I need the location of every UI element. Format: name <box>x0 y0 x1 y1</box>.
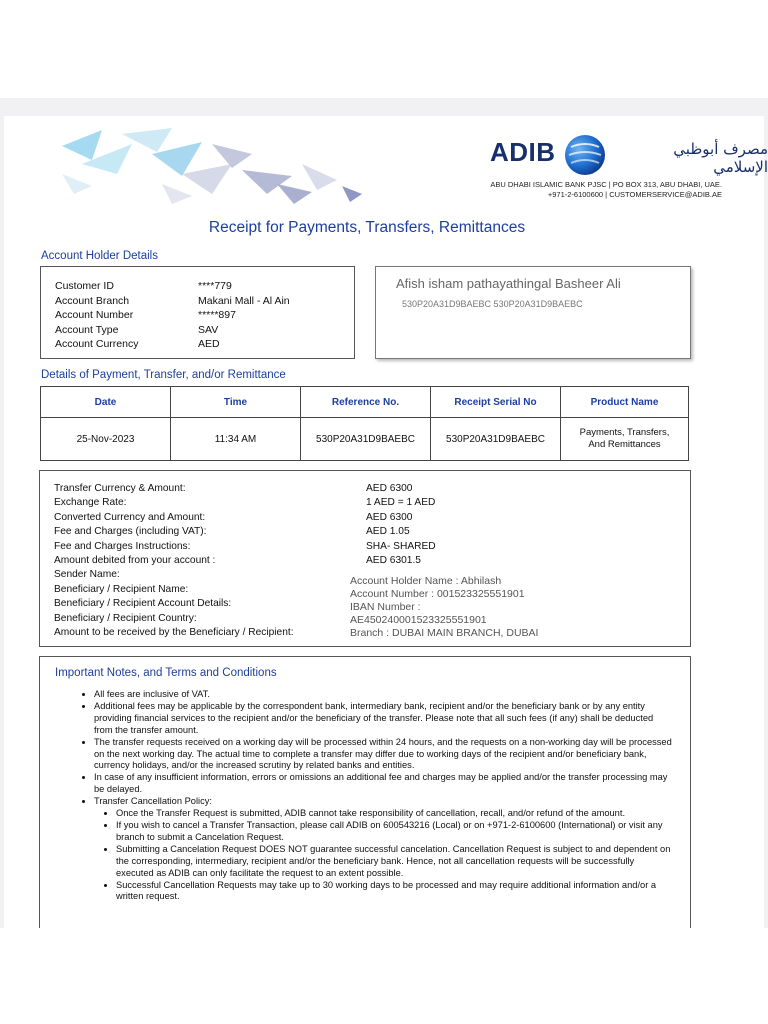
cell-receipt-serial: 530P20A31D9BAEBC <box>431 418 561 461</box>
arabic-bank-name: مصرف أبوظبي الإسلامي <box>673 140 768 176</box>
account-holder-rows <box>55 279 290 352</box>
page-bottom-margin <box>0 928 768 1024</box>
bank-address <box>490 180 722 200</box>
adib-globe-icon <box>563 133 607 177</box>
beneficiary-line: Account Holder Name : Abhilash <box>350 575 502 587</box>
transfer-label: Sender Name: <box>54 569 120 581</box>
account-row <box>55 337 290 352</box>
product-name-line-1: Payments, Transfers, <box>579 427 670 438</box>
notes-list <box>78 689 674 903</box>
transfer-label: Converted Currency and Amount: <box>54 511 206 523</box>
transfer-label: Amount debited from your account : <box>54 555 216 567</box>
account-row-label: Account Branch <box>55 294 130 307</box>
account-row-value: Makani Mall - Al Ain <box>198 294 290 307</box>
account-row-value: *****897 <box>198 309 236 321</box>
transfer-values <box>366 482 436 568</box>
cancellation-item: • Successful Cancellation Requests may take up to 30 working days to be processed and may require additional information and/or a written request. <box>116 880 674 904</box>
address-line-2: +971-2-6100600 | CUSTOMERSERVICE@ADIB.AE <box>547 190 722 199</box>
notes-title: Important Notes, and Terms and Conditions <box>55 667 277 679</box>
transfer-label: Transfer Currency & Amount: <box>54 483 186 494</box>
transfer-labels <box>54 482 294 640</box>
cell-date: 25-Nov-2023 <box>41 418 171 461</box>
account-holder-reference: 530P20A31D9BAEBC 530P20A31D9BAEBC <box>402 299 583 309</box>
transfer-value: AED 1.05 <box>366 526 410 538</box>
beneficiary-line: Account Number : 001523325551901 <box>350 588 525 600</box>
transfer-value: AED 6301.5 <box>366 555 421 567</box>
note-item: • In case of any insufficient information, errors or omissions an additional fee and charges may be applied and/or the transfer processing may be delayed. <box>94 772 674 796</box>
account-row <box>55 294 290 309</box>
transfer-label: Beneficiary / Recipient Account Details: <box>54 598 232 610</box>
beneficiary-line: IBAN Number : <box>350 601 421 613</box>
address-line-1: ABU DHABI ISLAMIC BANK PJSC | PO BOX 313, ABU DHABI, UAE. <box>490 180 722 189</box>
beneficiary-line: Branch : DUBAI MAIN BRANCH, DUBAI <box>350 627 539 639</box>
header-reference: Reference No. <box>301 387 431 418</box>
account-row-value: ****779 <box>198 280 232 292</box>
table-row <box>41 418 689 461</box>
transfer-value: 1 AED = 1 AED <box>366 497 436 509</box>
cancellation-item: • Submitting a Cancelation Request DOES NOT guarantee successful cancelation. Cancellation Request is subject to and dependent on the corresponding, intermediary, recipient and/or the beneficiary bank. Hence, not all cancellation requests will be successfully executed as ADIB can only facilitate the request to an extent possible. <box>116 844 674 880</box>
header-time: Time <box>171 387 301 418</box>
transfer-value: AED 6300 <box>366 483 413 494</box>
beneficiary-line: AE450240001523325551901 <box>350 614 487 626</box>
product-name-line-2: And Remittances <box>588 439 661 450</box>
header-product-name: Product Name <box>561 387 689 418</box>
transfer-value: AED 6300 <box>366 511 413 523</box>
cancellation-item: • Once the Transfer Request is submitted, ADIB cannot take responsibility of cancellation, recall, and/or refund of the amount. <box>116 808 674 820</box>
transfer-label: Fee and Charges Instructions: <box>54 540 191 552</box>
account-row-label: Account Type <box>55 323 119 336</box>
payment-details-section-title: Details of Payment, Transfer, and/or Remittance <box>41 369 286 381</box>
notes-box <box>39 656 691 931</box>
transfer-label: Beneficiary / Recipient Country: <box>54 612 197 624</box>
transfer-label: Exchange Rate: <box>54 497 127 509</box>
adib-logo-text: ADIB <box>490 137 556 167</box>
account-row-label: Customer ID <box>55 280 114 292</box>
transfer-details-box <box>39 470 691 647</box>
transfer-label: Beneficiary / Recipient Name: <box>54 583 189 595</box>
transfer-value: SHA- SHARED <box>366 540 436 552</box>
header-receipt-serial: Receipt Serial No <box>431 387 561 418</box>
note-item: • Transfer Cancellation Policy: <box>94 796 674 808</box>
account-holder-name: Afish isham pathayathingal Basheer Ali <box>396 276 621 291</box>
cell-reference: 530P20A31D9BAEBC <box>301 418 431 461</box>
beneficiary-details <box>350 575 538 640</box>
account-holder-box <box>40 266 355 359</box>
account-row-label: Account Number <box>55 309 134 321</box>
payment-details-table <box>40 386 689 461</box>
account-row-value: AED <box>198 338 220 350</box>
account-holder-name-box <box>375 266 691 359</box>
account-row-label: Account Currency <box>55 338 139 350</box>
account-row <box>55 308 290 323</box>
receipt-title: Receipt for Payments, Transfers, Remittances <box>208 219 526 236</box>
note-item: • The transfer requests received on a working day will be processed within 24 hours, and the requests on a non-working day will be processed on the next working day. The actual time to complete a transfer may differ due to working days of the recipient and/or beneficiary bank, currency holidays, and/or the increased scrutiny by related banks and entities. <box>94 737 674 773</box>
account-row <box>55 323 290 338</box>
cancellation-item: • If you wish to cancel a Transfer Transaction, please call ADIB on 600543216 (Local) or on +971-2-6100600 (International) or visit any branch to submit a Cancelation Request. <box>116 820 674 844</box>
transfer-label: Amount to be received by the Beneficiary / Recipient: <box>54 627 294 639</box>
decorative-banner-graphic <box>62 124 392 210</box>
account-row-value: SAV <box>198 323 219 336</box>
account-row <box>55 279 290 294</box>
cell-time: 11:34 AM <box>171 418 301 461</box>
account-holder-section-title: Account Holder Details <box>41 250 158 262</box>
note-item: • All fees are inclusive of VAT. <box>94 689 674 701</box>
transfer-label: Fee and Charges (including VAT): <box>54 526 207 538</box>
header-date: Date <box>41 387 171 418</box>
cell-product-name <box>561 418 689 461</box>
note-item: • Additional fees may be applicable by the correspondent bank, intermediary bank, recipient and/or the beneficiary bank or by any entity providing financial services to the recipient and/or the beneficiary of the transfer. Please note that all such fees (if any) shall be deducted from the transfer amount. <box>94 701 674 737</box>
table-header-row <box>41 387 689 418</box>
